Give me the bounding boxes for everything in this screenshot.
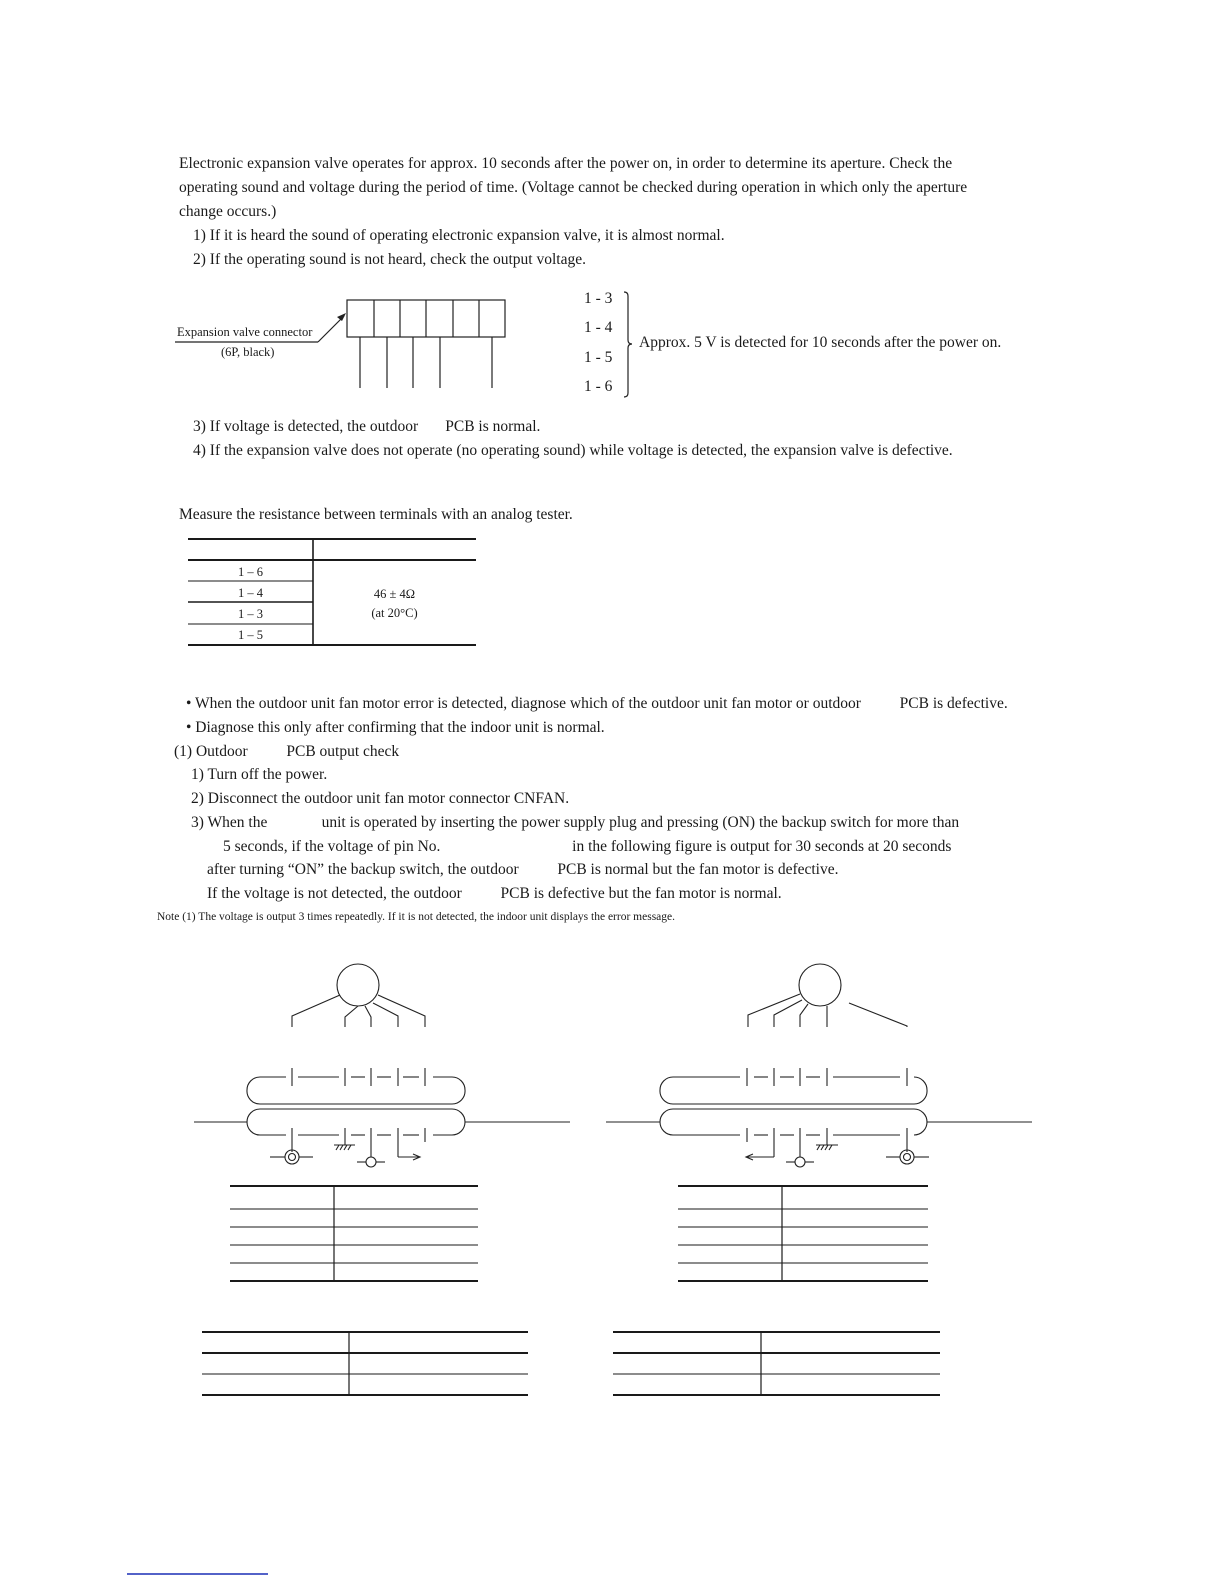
fan-step-3-line-2: 5 seconds, if the voltage of pin No. in the following figure is output for 30 seconds at 20 seconds	[223, 838, 952, 855]
fan-diagram-right	[606, 964, 1032, 1167]
connector-label: Expansion valve connector	[177, 325, 313, 339]
fan-step-2: 2) Disconnect the outdoor unit fan motor connector CNFAN.	[191, 790, 570, 807]
resistance-value: 46 ± 4Ω	[373, 587, 416, 601]
spec-table-left	[202, 1332, 528, 1395]
connector-sublabel: (6P, black)	[221, 345, 275, 359]
fan-step-3-line-3: after turning “ON” the backup switch, the outdoor PCB is normal but the fan motor is defective.	[207, 861, 839, 878]
fan-bullet-2: • Diagnose this only after confirming that the indoor unit is normal.	[186, 719, 605, 736]
step-3: 3) If voltage is detected, the outdoor PCB is normal.	[193, 418, 541, 435]
resistance-row-label: 1 – 3	[238, 607, 263, 621]
fan-step-1: 1) Turn off the power.	[191, 766, 328, 783]
resistance-value-note: (at 20°C)	[371, 606, 418, 620]
pin-pair: 1 - 6	[584, 378, 613, 395]
motor-icon	[337, 964, 379, 1006]
section-heading: (1) Outdoor PCB output check	[174, 743, 400, 760]
pin-pair: 1 - 5	[584, 349, 613, 366]
voltage-note: Approx. 5 V is detected for 10 seconds after the power on.	[639, 334, 1002, 351]
resistance-row-label: 1 – 4	[238, 586, 263, 600]
pin-table-right	[678, 1186, 928, 1281]
motor-icon	[799, 964, 841, 1006]
intro-line-1: Electronic expansion valve operates for approx. 10 seconds after the power on, in order to determine its aperture. Check the	[179, 155, 953, 172]
pin-table-left	[230, 1186, 478, 1281]
fan-step-3-line-4: If the voltage is not detected, the outdoor PCB is defective but the fan motor is normal.	[207, 885, 782, 902]
resistance-row-label: 1 – 6	[238, 565, 263, 579]
terminal-icon	[795, 1157, 805, 1167]
pin-pair: 1 - 3	[584, 290, 613, 307]
fan-step-3-line-1: 3) When the unit is operated by inserting the power supply plug and pressing (ON) the backup switch for more than	[191, 814, 960, 831]
fan-diagram-left	[194, 964, 570, 1167]
note: Note (1) The voltage is output 3 times repeatedly. If it is not detected, the indoor unit displays the error message.	[157, 911, 676, 923]
terminal-icon	[366, 1157, 376, 1167]
intro-step-1: 1) If it is heard the sound of operating electronic expansion valve, it is almost normal.	[193, 227, 725, 244]
intro-line-2: operating sound and voltage during the period of time. (Voltage cannot be checked during operation in which only the aperture	[179, 179, 968, 196]
resistance-instruction: Measure the resistance between terminals with an analog tester.	[179, 506, 573, 523]
resistance-row-label: 1 – 5	[238, 628, 263, 642]
intro-step-2: 2) If the operating sound is not heard, check the output voltage.	[193, 251, 586, 268]
pin-pair: 1 - 4	[584, 319, 613, 336]
spec-table-right	[613, 1332, 940, 1395]
fan-bullet-1: • When the outdoor unit fan motor error is detected, diagnose which of the outdoor unit fan motor or outdoor PCB is defective.	[186, 695, 1008, 712]
intro-line-3: change occurs.)	[179, 203, 277, 220]
step-4: 4) If the expansion valve does not operate (no operating sound) while voltage is detected, the expansion valve is defective.	[193, 442, 953, 459]
